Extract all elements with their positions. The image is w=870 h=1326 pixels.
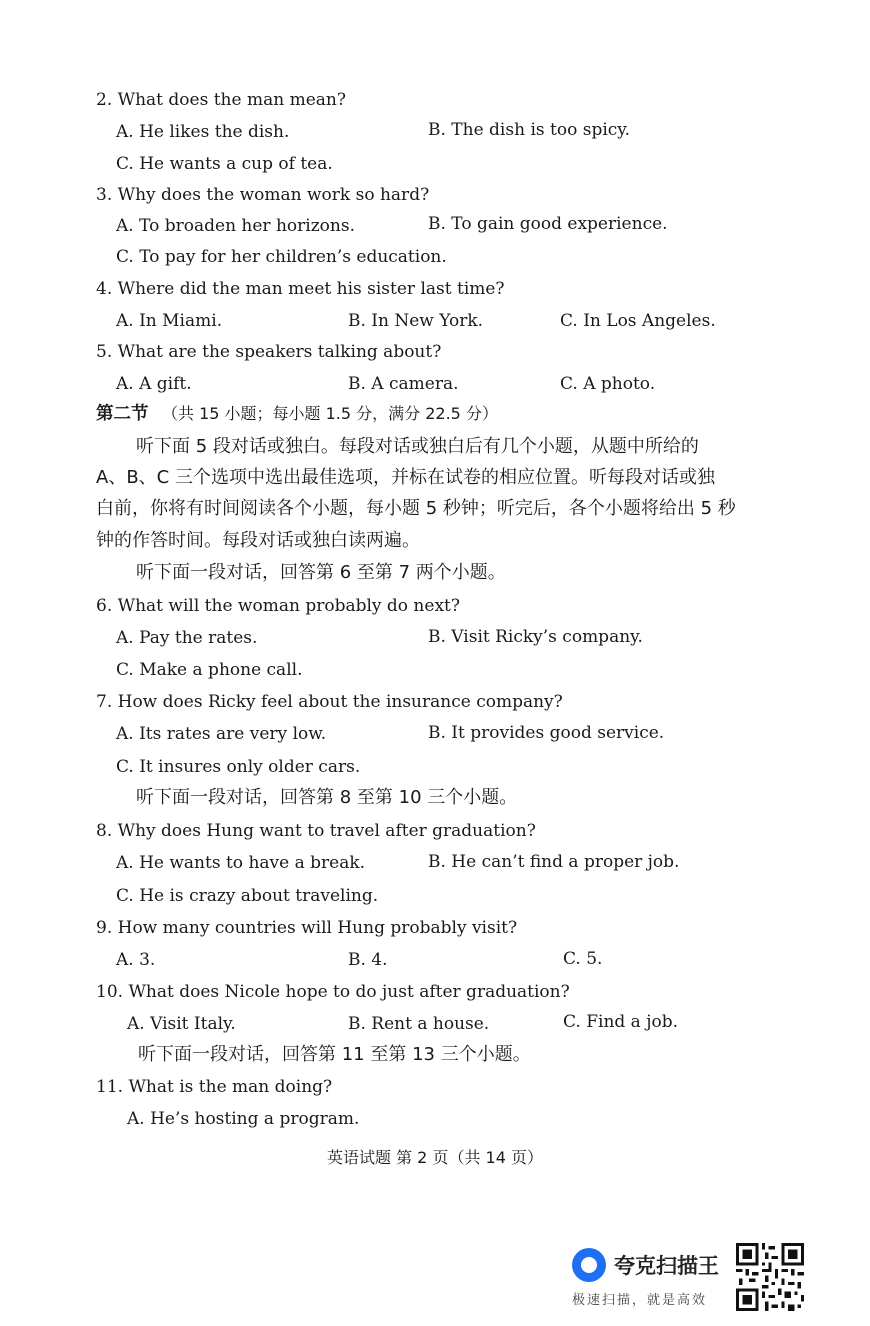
question-9: 9. How many countries will Hung probably visit?	[96, 918, 518, 938]
dialogue-intro-11-13: 听下面一段对话，回答第 11 至第 13 三个小题。	[138, 1044, 531, 1065]
option-10c: C. Find a job.	[563, 1012, 679, 1032]
watermark-subtitle: 极速扫描，就是高效	[572, 1293, 708, 1308]
question-2: 2. What does the man mean?	[96, 90, 346, 110]
option-10a: A. Visit Italy.	[127, 1014, 236, 1034]
option-4b: B. In New York.	[348, 311, 484, 331]
instructions-line-4: 钟的作答时间。每段对话或独白读两遍。	[96, 530, 420, 551]
qr-code-icon	[736, 1243, 804, 1311]
option-7c: C. It insures only older cars.	[116, 757, 361, 777]
option-8a: A. He wants to have a break.	[116, 853, 366, 873]
instructions-line-1: 听下面 5 段对话或独白。每段对话或独白后有几个小题，从题中所给的	[136, 436, 699, 457]
option-2b: B. The dish is too spicy.	[428, 120, 631, 140]
option-6a: A. Pay the rates.	[116, 628, 258, 648]
option-9a: A. 3.	[116, 950, 156, 970]
instructions-line-3: 白前，你将有时间阅读各个小题，每小题 5 秒钟；听完后，各个小题将给出 5 秒	[96, 498, 736, 519]
scanner-watermark	[572, 1245, 742, 1307]
option-5b: B. A camera.	[348, 374, 459, 394]
option-2c: C. He wants a cup of tea.	[116, 154, 333, 174]
question-5: 5. What are the speakers talking about?	[96, 342, 442, 362]
page-footer: 英语试题 第 2 页（共 14 页）	[327, 1148, 543, 1167]
section-title: 第二节	[96, 404, 149, 424]
option-7a: A. Its rates are very low.	[116, 724, 327, 744]
option-11a: A. He’s hosting a program.	[127, 1109, 360, 1129]
question-6: 6. What will the woman probably do next?	[96, 596, 460, 616]
question-10: 10. What does Nicole hope to do just after graduation?	[96, 982, 570, 1002]
option-5c: C. A photo.	[560, 374, 656, 394]
option-8c: C. He is crazy about traveling.	[116, 886, 379, 906]
option-5a: A. A gift.	[116, 374, 192, 394]
question-7: 7. How does Ricky feel about the insurance company?	[96, 692, 563, 712]
option-7b: B. It provides good service.	[428, 723, 665, 743]
option-9b: B. 4.	[348, 950, 388, 970]
instructions-line-2: A、B、C 三个选项中选出最佳选项，并标在试卷的相应位置。听每段对话或独	[96, 467, 715, 488]
section-scoring: （共 15 小题；每小题 1.5 分，满分 22.5 分）	[162, 404, 498, 423]
question-3: 3. Why does the woman work so hard?	[96, 185, 430, 205]
option-10b: B. Rent a house.	[348, 1014, 490, 1034]
question-11: 11. What is the man doing?	[96, 1077, 333, 1097]
option-3a: A. To broaden her horizons.	[116, 216, 355, 236]
option-4a: A. In Miami.	[116, 311, 223, 331]
question-8: 8. Why does Hung want to travel after graduation?	[96, 821, 536, 841]
option-9c: C. 5.	[563, 949, 603, 969]
option-4c: C. In Los Angeles.	[560, 311, 716, 331]
option-3c: C. To pay for her children’s education.	[116, 247, 447, 267]
option-3b: B. To gain good experience.	[428, 214, 668, 234]
option-6b: B. Visit Ricky’s company.	[428, 627, 643, 647]
scanner-logo-icon	[572, 1248, 606, 1282]
question-4: 4. Where did the man meet his sister last time?	[96, 279, 505, 299]
dialogue-intro-8-10: 听下面一段对话，回答第 8 至第 10 三个小题。	[136, 787, 518, 808]
watermark-title: 夸克扫描王	[614, 1254, 719, 1278]
option-8b: B. He can’t find a proper job.	[428, 852, 680, 872]
option-6c: C. Make a phone call.	[116, 660, 303, 680]
dialogue-intro-6-7: 听下面一段对话，回答第 6 至第 7 两个小题。	[136, 562, 506, 583]
option-2a: A. He likes the dish.	[116, 122, 290, 142]
